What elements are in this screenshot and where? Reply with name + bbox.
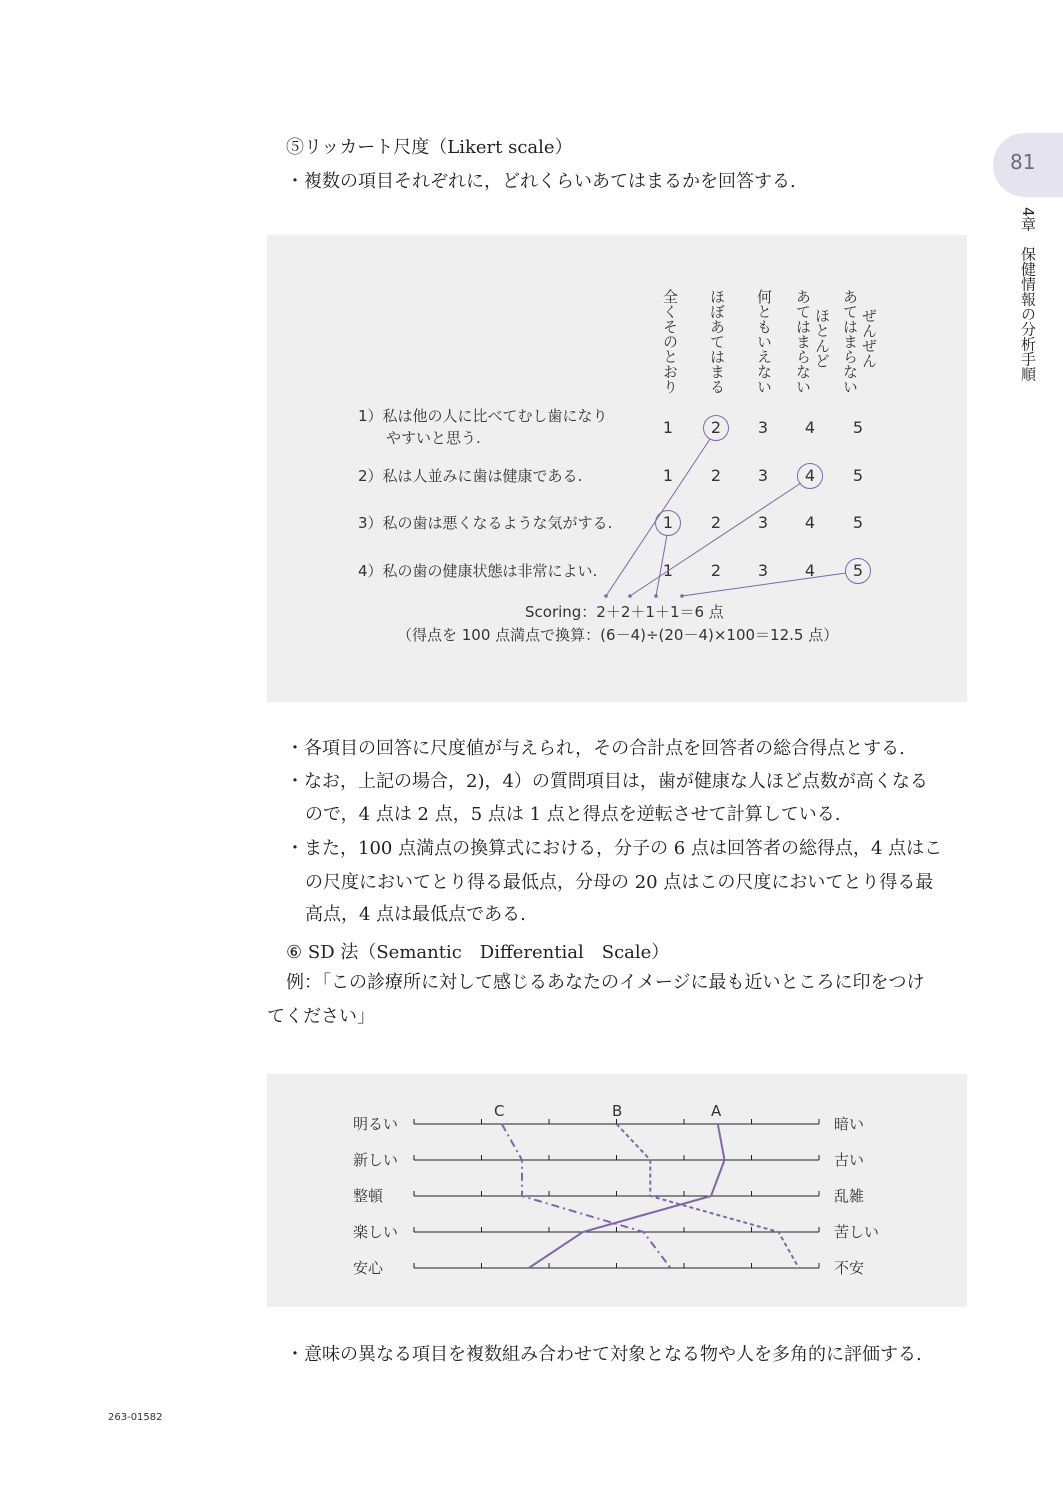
question-1-line2: やすいと思う. xyxy=(386,429,481,447)
score-q3-5: 5 xyxy=(852,513,864,532)
score-q3-2: 2 xyxy=(710,513,722,532)
sd-right-label: 暗い xyxy=(834,1115,865,1133)
score-q1-1: 1 xyxy=(662,418,674,437)
question-1-line1: 1）私は他の人に比べてむし歯になり xyxy=(358,407,608,425)
option-header: 全くそのとおり xyxy=(661,289,679,394)
sd-left-label: 明るい xyxy=(353,1115,399,1133)
score-q3-3: 3 xyxy=(757,513,769,532)
conversion-line: （得点を 100 点満点で換算：(6－4)÷(20－4)×100＝12.5 点） xyxy=(397,626,839,644)
score-q1-5: 5 xyxy=(852,418,864,437)
score-q2-3: 3 xyxy=(757,466,769,485)
question-3: 3）私の歯は悪くなるような気がする. xyxy=(358,514,613,532)
sd-left-label: 新しい xyxy=(353,1151,399,1169)
note-line: の尺度においてとり得る最低点，分母の 20 点はこの尺度においてとり得る最 xyxy=(305,872,934,893)
section5-title: ⑤リッカート尺度（Likert scale） xyxy=(286,137,573,158)
score-q1-2: 2 xyxy=(710,418,722,437)
section6-title: ⑥ SD 法（Semantic Differential Scale） xyxy=(286,942,670,963)
score-q3-1: 1 xyxy=(662,513,674,532)
question-4: 4）私の歯の健康状態は非常によい. xyxy=(358,562,598,580)
sd-series-label-b: B xyxy=(612,1102,623,1120)
option-header: 何ともいえない xyxy=(755,289,773,394)
score-q2-5: 5 xyxy=(852,466,864,485)
option-header: ほぼあてはまる xyxy=(708,289,726,394)
section6-example-line1: 例：「この診療所に対して感じるあなたのイメージに最も近いところに印をつけ xyxy=(286,972,925,993)
note-line: ・なお，上記の場合，2)，4）の質問項目は，歯が健康な人ほど点数が高くなる xyxy=(286,771,928,792)
final-bullet: ・意味の異なる項目を複数組み合わせて対象となる物や人を多角的に評価する. xyxy=(286,1344,922,1365)
footer-code: 263-01582 xyxy=(108,1412,163,1423)
score-q2-2: 2 xyxy=(710,466,722,485)
option-header: ほとんど xyxy=(813,308,831,368)
option-header: あてはまらない xyxy=(794,289,812,394)
sd-right-label: 苦しい xyxy=(834,1223,880,1241)
note-line: 高点，4 点は最低点である. xyxy=(305,904,526,925)
sd-right-label: 乱雑 xyxy=(834,1187,865,1205)
score-q1-4: 4 xyxy=(804,418,816,437)
score-q3-4: 4 xyxy=(804,513,816,532)
score-q1-3: 3 xyxy=(757,418,769,437)
score-q2-1: 1 xyxy=(662,466,674,485)
section5-bullet: ・複数の項目それぞれに，どれくらいあてはまるかを回答する. xyxy=(286,171,796,192)
question-2: 2）私は人並みに歯は健康である. xyxy=(358,467,583,485)
sd-right-label: 不安 xyxy=(834,1259,865,1277)
note-line: ので，4 点は 2 点，5 点は 1 点と得点を逆転させて計算している. xyxy=(305,804,841,825)
score-q4-5: 5 xyxy=(852,561,864,580)
score-q4-2: 2 xyxy=(710,561,722,580)
score-q4-3: 3 xyxy=(757,561,769,580)
sd-left-label: 楽しい xyxy=(353,1223,399,1241)
scoring-line: Scoring：2＋2＋1＋1＝6 点 xyxy=(525,603,724,621)
sd-right-label: 古い xyxy=(834,1151,865,1169)
score-q4-1: 1 xyxy=(662,561,674,580)
note-line: ・また，100 点満点の換算式における，分子の 6 点は回答者の総得点，4 点はこ xyxy=(286,838,943,859)
sd-series-label-c: C xyxy=(494,1102,505,1120)
sd-series-label-a: A xyxy=(711,1102,722,1120)
chapter-label: 4章 保健情報の分析手順 xyxy=(1019,207,1037,382)
score-q2-4: 4 xyxy=(804,466,816,485)
option-header: あてはまらない xyxy=(841,289,859,394)
section6-example-line2: てください」 xyxy=(267,1006,375,1027)
score-q4-4: 4 xyxy=(804,561,816,580)
sd-left-label: 安心 xyxy=(353,1259,384,1277)
sd-left-label: 整頓 xyxy=(353,1187,384,1205)
note-line: ・各項目の回答に尺度値が与えられ，その合計点を回答者の総合得点とする. xyxy=(286,738,905,759)
page-number: 81 xyxy=(1010,150,1036,174)
option-header: ぜんぜん xyxy=(860,308,878,368)
